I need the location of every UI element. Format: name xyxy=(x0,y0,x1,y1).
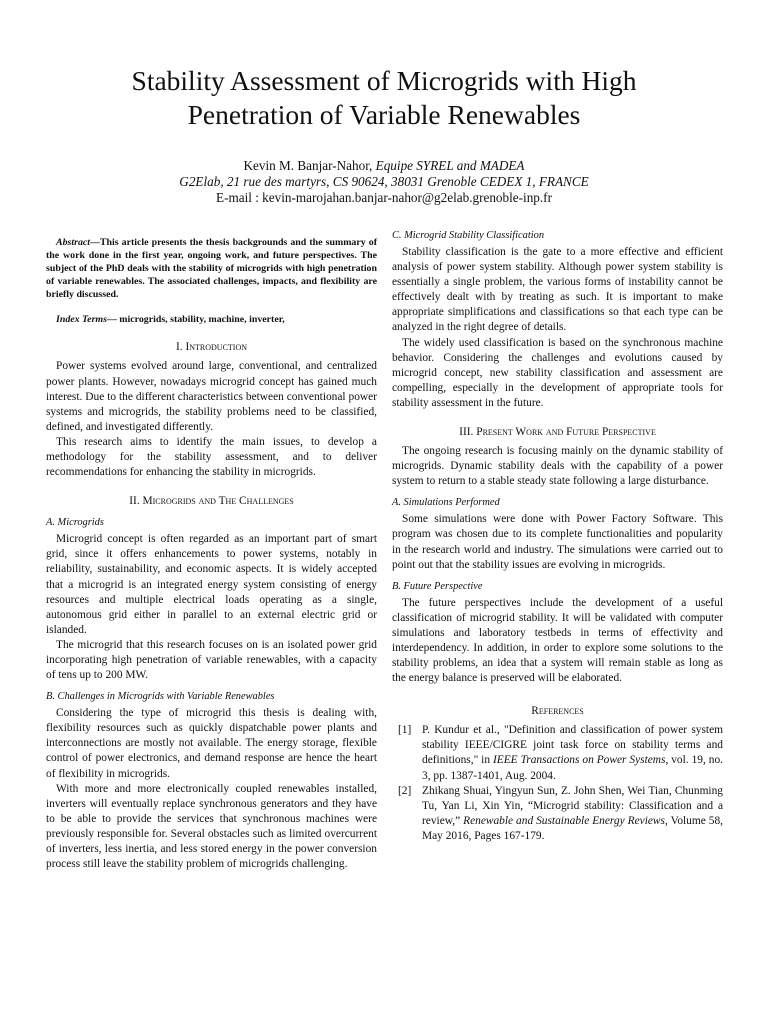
paragraph: Stability classification is the gate to a more effective and efficient analysis of power system stability. Although power system stability is essentially a single problem, the various forms of instability cannot be effectively dealt with by treating as such. It is important to make appropriate simplifications and classifications so that each type can be analyzed in the right degree of details. xyxy=(392,246,723,334)
author-name: Kevin M. Banjar-Nahor, xyxy=(243,158,376,173)
subsection-heading: C. Microgrid Stability Classification xyxy=(392,230,545,241)
reference-venue: Renewable and Sustainable Energy Reviews xyxy=(463,814,665,827)
reference-item xyxy=(392,723,723,783)
reference-number: [2] xyxy=(398,784,412,797)
author-block xyxy=(60,158,708,206)
reference-list xyxy=(392,723,723,844)
title-line-2: Penetration of Variable Renewables xyxy=(187,99,581,130)
title-line-1: Stability Assessment of Microgrids with High xyxy=(131,65,637,96)
subsection-heading: A. Microgrids xyxy=(46,517,104,529)
paper-title xyxy=(60,64,708,132)
paragraph: The widely used classification is based on the synchronous machine behavior. Considering the challenges and evolutions caused by microgrid concept, new stability classification and assessment are compelling, especially in the development of appropriate tools for stability assessment in the future. xyxy=(392,336,723,409)
author-email: E-mail : kevin-marojahan.banjar-nahor@g2elab.grenoble-inp.fr xyxy=(216,190,552,205)
subsection-heading: A. Simulations Performed xyxy=(392,497,500,509)
paragraph: This research aims to identify the main issues, to develop a methodology for the stability assessment, and to deliver recommendations for enhancing the stability in microgrids. xyxy=(46,435,377,479)
index-terms-label: Index Terms xyxy=(56,314,107,326)
paragraph: Some simulations were done with Power Factory Software. This program was chosen due to its complete functionalities and popularity in the research world and industry. The simulations were carried out to point out that the stability issues are evolving in microgrids. xyxy=(392,513,723,571)
left-column xyxy=(46,236,377,872)
section-heading-microgrids: II. Microgrids and The Challenges xyxy=(129,495,294,508)
paragraph: The microgrid that this research focuses on is an isolated power grid incorporating high penetration of variable renewables, with a capacity of tens up to 200 MW. xyxy=(46,638,377,682)
paragraph: With more and more electronically coupled renewables installed, inverters will eventually replace synchronous generators and they have to be able to provide the services that synchronous machines were previously responsible for. Several obstacles such as limited overcurrent of inverters, less inertia, and less stored energy in the power conversion process still leave the stability problem of microgrids challenging. xyxy=(46,782,377,871)
abstract xyxy=(46,236,377,301)
author-address: G2Elab, 21 rue des martyrs, CS 90624, 38031 Grenoble CEDEX 1, FRANCE xyxy=(179,174,589,189)
reference-item xyxy=(392,784,723,844)
abstract-text: —This article presents the thesis backgrounds and the summary of the work done in the first year, ongoing work, and future perspectives. The subject of the PhD deals with the stability of microgrids with high penetration of variable renewables. The associated challenges, impacts, and flexibility are briefly discussed. xyxy=(46,237,377,301)
subsection-heading: B. Future Perspective xyxy=(392,580,483,592)
reference-text: , vol. 19, no. 3, pp. 1387-1401, Aug. 2004. xyxy=(422,754,723,782)
index-terms-text: — microgrids, stability, machine, inverter, xyxy=(106,314,285,326)
index-terms xyxy=(46,313,377,326)
reference-venue: IEEE Transactions on Power Systems xyxy=(492,754,666,767)
right-column xyxy=(392,230,723,844)
author-line xyxy=(60,158,708,174)
reference-text: , Volume 58, May 2016, Pages 167-179. xyxy=(422,814,723,842)
subsection-heading: B. Challenges in Microgrids with Variable Renewables xyxy=(46,691,275,703)
reference-text: Zhikang Shuai, Yingyun Sun, Z. John Shen, Wei Tian, Chunming Tu, Yan Li, Xin Yin, “Microgrid stability: Classification and a review,” xyxy=(422,784,723,827)
section-heading-present-work: III. Present Work and Future Perspective xyxy=(459,426,656,439)
reference-text: P. Kundur et al., "Definition and classification of power system stability IEEE/CIGRE joint task force on stability terms and definitions," in xyxy=(422,724,723,767)
paragraph: Considering the type of microgrid this thesis is dealing with, flexibility resources such as quickly dispatchable power plants and interconnections are mostly not available. The energy storage, flexible control of power electronics, and demand response are hence the heart of flexibility in microgrids. xyxy=(46,707,377,780)
paragraph: The future perspectives include the development of a useful classification of microgrid stability. It will be validated with computer simulations and laboratory testbeds in terms of effectivity and interdependency. In addition, in order to explore some solutions to the stability problems, an idea that a system will remain stable as long as the energy balance is preserved will be elaborated. xyxy=(392,596,723,685)
paragraph: Power systems evolved around large, conventional, and centralized power plants. However, nowadays microgrid concept has gained much interest. Due to the different characteristics between conventional power systems and microgrids, the stability problems need to be classified, defined, and investigated differently. xyxy=(46,360,377,433)
author-affiliation: Equipe SYREL and MADEA xyxy=(375,158,525,173)
abstract-label: Abstract xyxy=(56,237,91,248)
paragraph: Microgrid concept is often regarded as an important part of smart grid, since it offers enhancements to power systems, notably in reliability, sustainability, and economic aspects. It is widely accepted that a microgrid is an integrated energy system consisting of energy resources and multiple electrical loads operating as a single, autonomous grid either in parallel to an external electric grid or islanded. xyxy=(46,533,377,636)
reference-number: [1] xyxy=(398,724,412,737)
references-heading: References xyxy=(531,705,584,718)
paragraph: The ongoing research is focusing mainly on the dynamic stability of microgrids. Dynamic stability deals with the capability of a power system to return to a stable steady state following a large disturbance. xyxy=(392,445,723,488)
section-heading-introduction: I. Introduction xyxy=(175,341,248,354)
